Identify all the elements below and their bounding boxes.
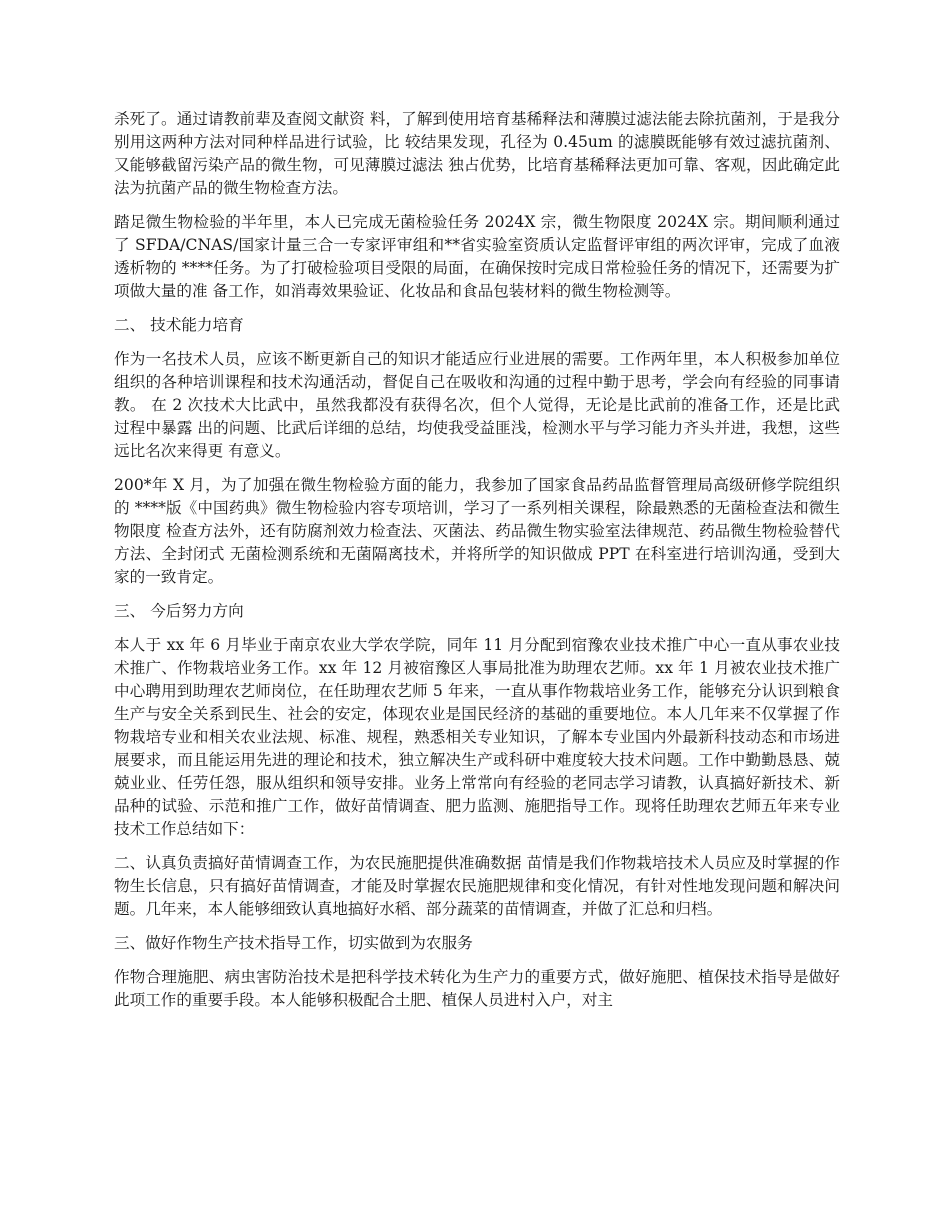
paragraph-career-summary: 本人于 xx 年 6 月毕业于南京农业大学农学院，同年 11 月分配到宿豫农业技术推广中心一直从事农业技术推广、作物栽培业务工作。xx 年 12 月被宿豫区人事局批准为助理农艺师。xx 年 1 月被农业技术推广中心聘用到助理农艺师岗位，在任助理农艺师 5 年来，一直从事作物栽培业务工作，能够充分认识到粮食生产与安全关系到民生、社会的安定，体现农业是国民经济的基础的重要地位。本人几年来不仅掌握了作物栽培专业和相关农业法规、标准、规程，熟悉相关专业知识，了解本专业国内外最新科技动态和市场进展要求，而且能运用先进的理论和技术，独立解决生产或科研中难度较大技术问题。工作中勤勤恳恳、兢兢业业、任劳任怨，服从组织和领导安排。业务上常常向有经验的老同志学习请教，认真搞好新技术、新品种的试验、示范和推广工作，做好苗情调查、肥力监测、施肥指导工作。现将任助理农艺师五年来专业技术工作总结如下： xyxy=(114,636,840,838)
paragraph-fertilization-guidance: 作物合理施肥、病虫害防治技术是把科学技术转化为生产力的重要方式，做好施肥、植保技术指导是做好此项工作的重要手段。本人能够积极配合土肥、植保人员进村入户，对主 xyxy=(114,968,840,1009)
section-heading-future-direction: 三、 今后努力方向 xyxy=(114,602,244,620)
paragraph-inspection-tasks: 踏足微生物检验的半年里，本人已完成无菌检验任务 2024X 宗，微生物限度 2024X 宗。期间顺利通过了 SFDA/CNAS/国家计量三合一专家评审组和**省实验室资质认定监督评审组的两次评审，完成了血液透析物的 ****任务。为了打破检验项目受限的局面，在确保按时完成日常检验任务的情况下，还需要为扩项做大量的准 备工作，如消毒效果验证、化妆品和食品包装材料的微生物检测等。 xyxy=(114,213,840,300)
paragraph-membrane-filtration: 杀死了。通过请教前辈及查阅文献资 料，了解到使用培育基稀释法和薄膜过滤法能去除抗菌剂，于是我分别用这两种方法对同种样品进行试验，比 较结果发现，孔径为 0.45um 的滤膜既能够有效过滤抗菌剂、又能够截留污染产品的微生物，可见薄膜过滤法 独占优势，比培育基稀释法更加可靠、客观，因此确定此法为抗菌产品的微生物检查方法。 xyxy=(114,110,840,197)
paragraph-skill-development: 作为一名技术人员，应该不断更新自己的知识才能适应行业进展的需要。工作两年里，本人积极参加单位 组织的各种培训课程和技术沟通活动，督促自己在吸收和沟通的过程中勤于思考，学会向有经验的同事请教。 在 2 次技术大比武中，虽然我都没有获得名次，但个人觉得，无论是比武前的准备工作，还是比武过程中暴露 出的问题、比武后详细的总结，均使我受益匪浅，检测水平与学习能力齐头并进，我想，这些远比名次来得更 有意义。 xyxy=(114,350,840,460)
section-heading-production-guidance: 三、做好作物生产技术指导工作，切实做到为农服务 xyxy=(114,934,473,952)
paragraph-seedling-survey: 二、认真负责搞好苗情调查工作，为农民施肥提供准确数据 苗情是我们作物栽培技术人员应及时掌握的作物生长信息，只有搞好苗情调查，才能及时掌握农民施肥规律和变化情况，有针对性地发现问题和解决问题。几年来，本人能够细致认真地搞好水稻、部分蔬菜的苗情调查，并做了汇总和归档。 xyxy=(114,854,840,918)
section-heading-technical-training: 二、 技术能力培育 xyxy=(114,316,244,334)
document-body xyxy=(114,108,840,1023)
paragraph-pharmacopoeia-training: 200*年 X 月，为了加强在微生物检验方面的能力，我参加了国家食品药品监督管理局高级研修学院组织的 ****版《中国药典》微生物检验内容专项培训，学习了一系列相关课程，除最熟悉的无菌检查法和微生物限度 检查方法外，还有防腐剂效力检查法、灭菌法、药品微生物实验室法律规范、药品微生物检验替代方法、全封闭式 无菌检测系统和无菌隔离技术，并将所学的知识做成 PPT 在科室进行培训沟通，受到大家的一致肯定。 xyxy=(114,476,840,586)
